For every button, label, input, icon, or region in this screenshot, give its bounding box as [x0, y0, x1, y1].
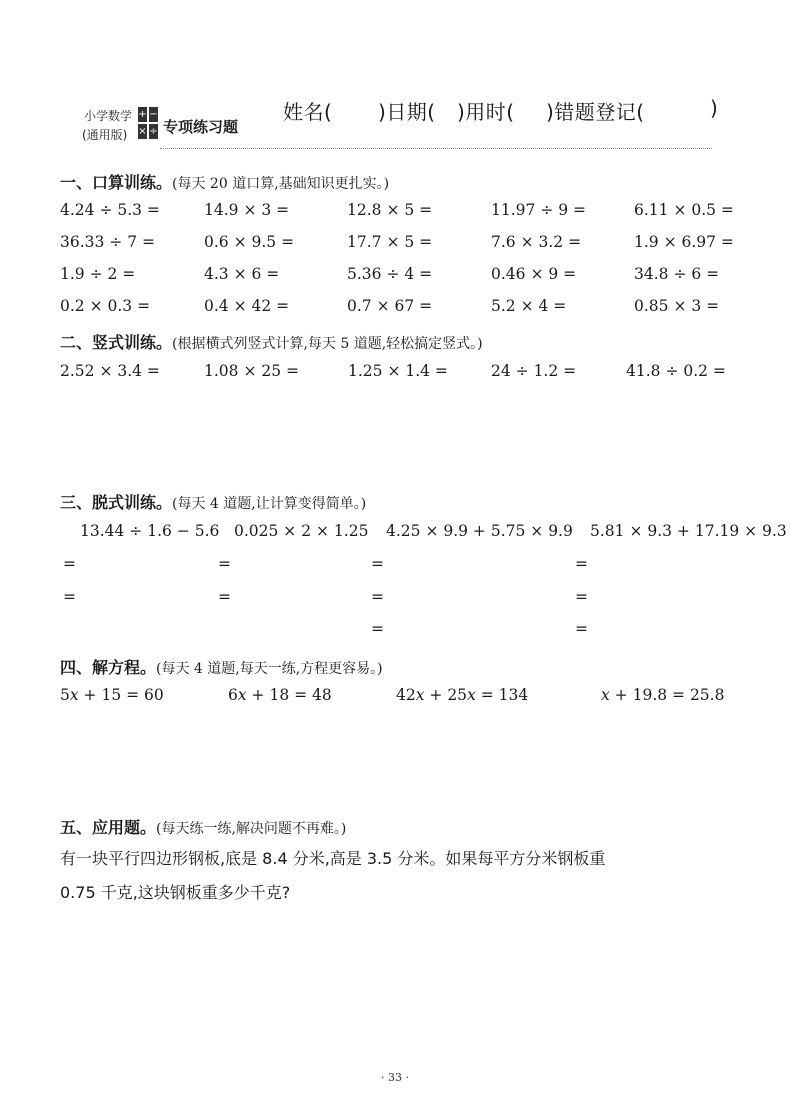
mental-math-problem: 0.4 × 42 =	[204, 297, 290, 315]
times-icon: ×	[137, 123, 148, 140]
page-number: · 33 ·	[381, 1071, 409, 1084]
vertical-calc-problem: 41.8 ÷ 0.2 =	[626, 362, 726, 380]
brand-line-1: 小学数学	[84, 109, 133, 123]
section-2-note: (根据横式列竖式计算,每天 5 道题,轻松搞定竖式。)	[172, 336, 483, 352]
section-1-title	[60, 170, 389, 193]
equation-problem: 42x + 25x = 134	[396, 686, 529, 704]
mental-math-problem: 34.8 ÷ 6 =	[634, 265, 720, 283]
vertical-calc-problem: 1.25 × 1.4 =	[348, 362, 448, 380]
equals-sign: =	[575, 555, 588, 573]
equals-sign: =	[371, 588, 384, 606]
step-calc-problem: 4.25 × 9.9 + 5.75 × 9.9	[386, 522, 573, 540]
vertical-calc-problem: 24 ÷ 1.2 =	[491, 362, 577, 380]
plus-icon: +	[137, 106, 148, 123]
mental-math-problem: 36.33 ÷ 7 =	[60, 233, 155, 251]
section-2-title	[60, 330, 483, 353]
mental-math-problem: 0.46 × 9 =	[491, 265, 577, 283]
section-3-note: (每天 4 道题,让计算变得简单。)	[172, 496, 367, 512]
mental-math-problem: 12.8 × 5 =	[347, 201, 433, 219]
equals-sign: =	[371, 555, 384, 573]
brand-operator-icon	[137, 106, 159, 140]
word-problem-line-1: 有一块平行四边形钢板,底是 8.4 分米,高是 3.5 分米。如果每平方分米钢板重	[60, 849, 606, 868]
mental-math-problem: 0.85 × 3 =	[634, 297, 720, 315]
vertical-calc-problem: 2.52 × 3.4 =	[60, 362, 160, 380]
minus-icon: −	[148, 106, 159, 123]
section-1-heading: 一、口算训练。	[60, 173, 173, 192]
mental-math-problem: 0.7 × 67 =	[347, 297, 433, 315]
section-3-heading: 三、脱式训练。	[60, 493, 173, 512]
section-1-note: (每天 20 道口算,基础知识更扎实。)	[172, 176, 390, 192]
equals-sign: =	[63, 588, 76, 606]
section-4-note: (每天 4 道题,每天一练,方程更容易。)	[156, 661, 383, 677]
time-field-label: )用时(	[457, 100, 515, 124]
mental-math-problem: 0.2 × 0.3 =	[60, 297, 151, 315]
mental-math-problem: 0.6 × 9.5 =	[204, 233, 295, 251]
section-5-heading: 五、应用题。	[60, 818, 157, 837]
word-problem-line-2: 0.75 千克,这块钢板重多少千克?	[60, 883, 291, 902]
mental-math-problem: 11.97 ÷ 9 =	[491, 201, 586, 219]
mental-math-problem: 5.36 ÷ 4 =	[347, 265, 433, 283]
step-calc-problem: 13.44 ÷ 1.6 − 5.6	[80, 522, 220, 540]
section-5-note: (每天练一练,解决问题不再难。)	[156, 821, 347, 837]
mental-math-problem: 1.9 × 6.97 =	[634, 233, 734, 251]
equals-sign: =	[218, 588, 231, 606]
header-divider	[160, 148, 712, 149]
mental-math-problem: 7.6 × 3.2 =	[491, 233, 582, 251]
brand-line-2: (通用版)	[82, 128, 128, 142]
section-4-heading: 四、解方程。	[60, 658, 157, 677]
brand-title: 专项练习题	[163, 118, 239, 136]
vertical-calc-problem: 1.08 × 25 =	[204, 362, 299, 380]
equation-problem: x + 19.8 = 25.8	[601, 686, 725, 704]
equals-sign: =	[63, 555, 76, 573]
mental-math-problem: 5.2 × 4 =	[491, 297, 567, 315]
mental-math-problem: 1.9 ÷ 2 =	[60, 265, 136, 283]
mental-math-problem: 6.11 × 0.5 =	[634, 201, 734, 219]
error-log-field-label: )错题登记(	[546, 100, 645, 124]
header-close-paren: )	[710, 96, 719, 120]
equals-sign: =	[575, 588, 588, 606]
divide-icon: ÷	[148, 123, 159, 140]
step-calc-problem: 0.025 × 2 × 1.25	[234, 522, 369, 540]
mental-math-problem: 17.7 × 5 =	[347, 233, 433, 251]
equation-problem: 5x + 15 = 60	[60, 686, 164, 704]
mental-math-problem: 4.3 × 6 =	[204, 265, 280, 283]
mental-math-problem: 4.24 ÷ 5.3 =	[60, 201, 160, 219]
section-4-title	[60, 655, 383, 678]
equals-sign: =	[218, 555, 231, 573]
equals-sign: =	[371, 620, 384, 638]
equals-sign: =	[575, 620, 588, 638]
section-3-title	[60, 490, 366, 513]
mental-math-problem: 14.9 × 3 =	[204, 201, 290, 219]
date-field-label: )日期(	[378, 100, 436, 124]
section-2-heading: 二、竖式训练。	[60, 333, 173, 352]
equation-problem: 6x + 18 = 48	[228, 686, 332, 704]
step-calc-problem: 5.81 × 9.3 + 17.19 × 9.3	[590, 522, 787, 540]
name-field-label: 姓名(	[283, 100, 333, 124]
section-5-title	[60, 815, 346, 838]
